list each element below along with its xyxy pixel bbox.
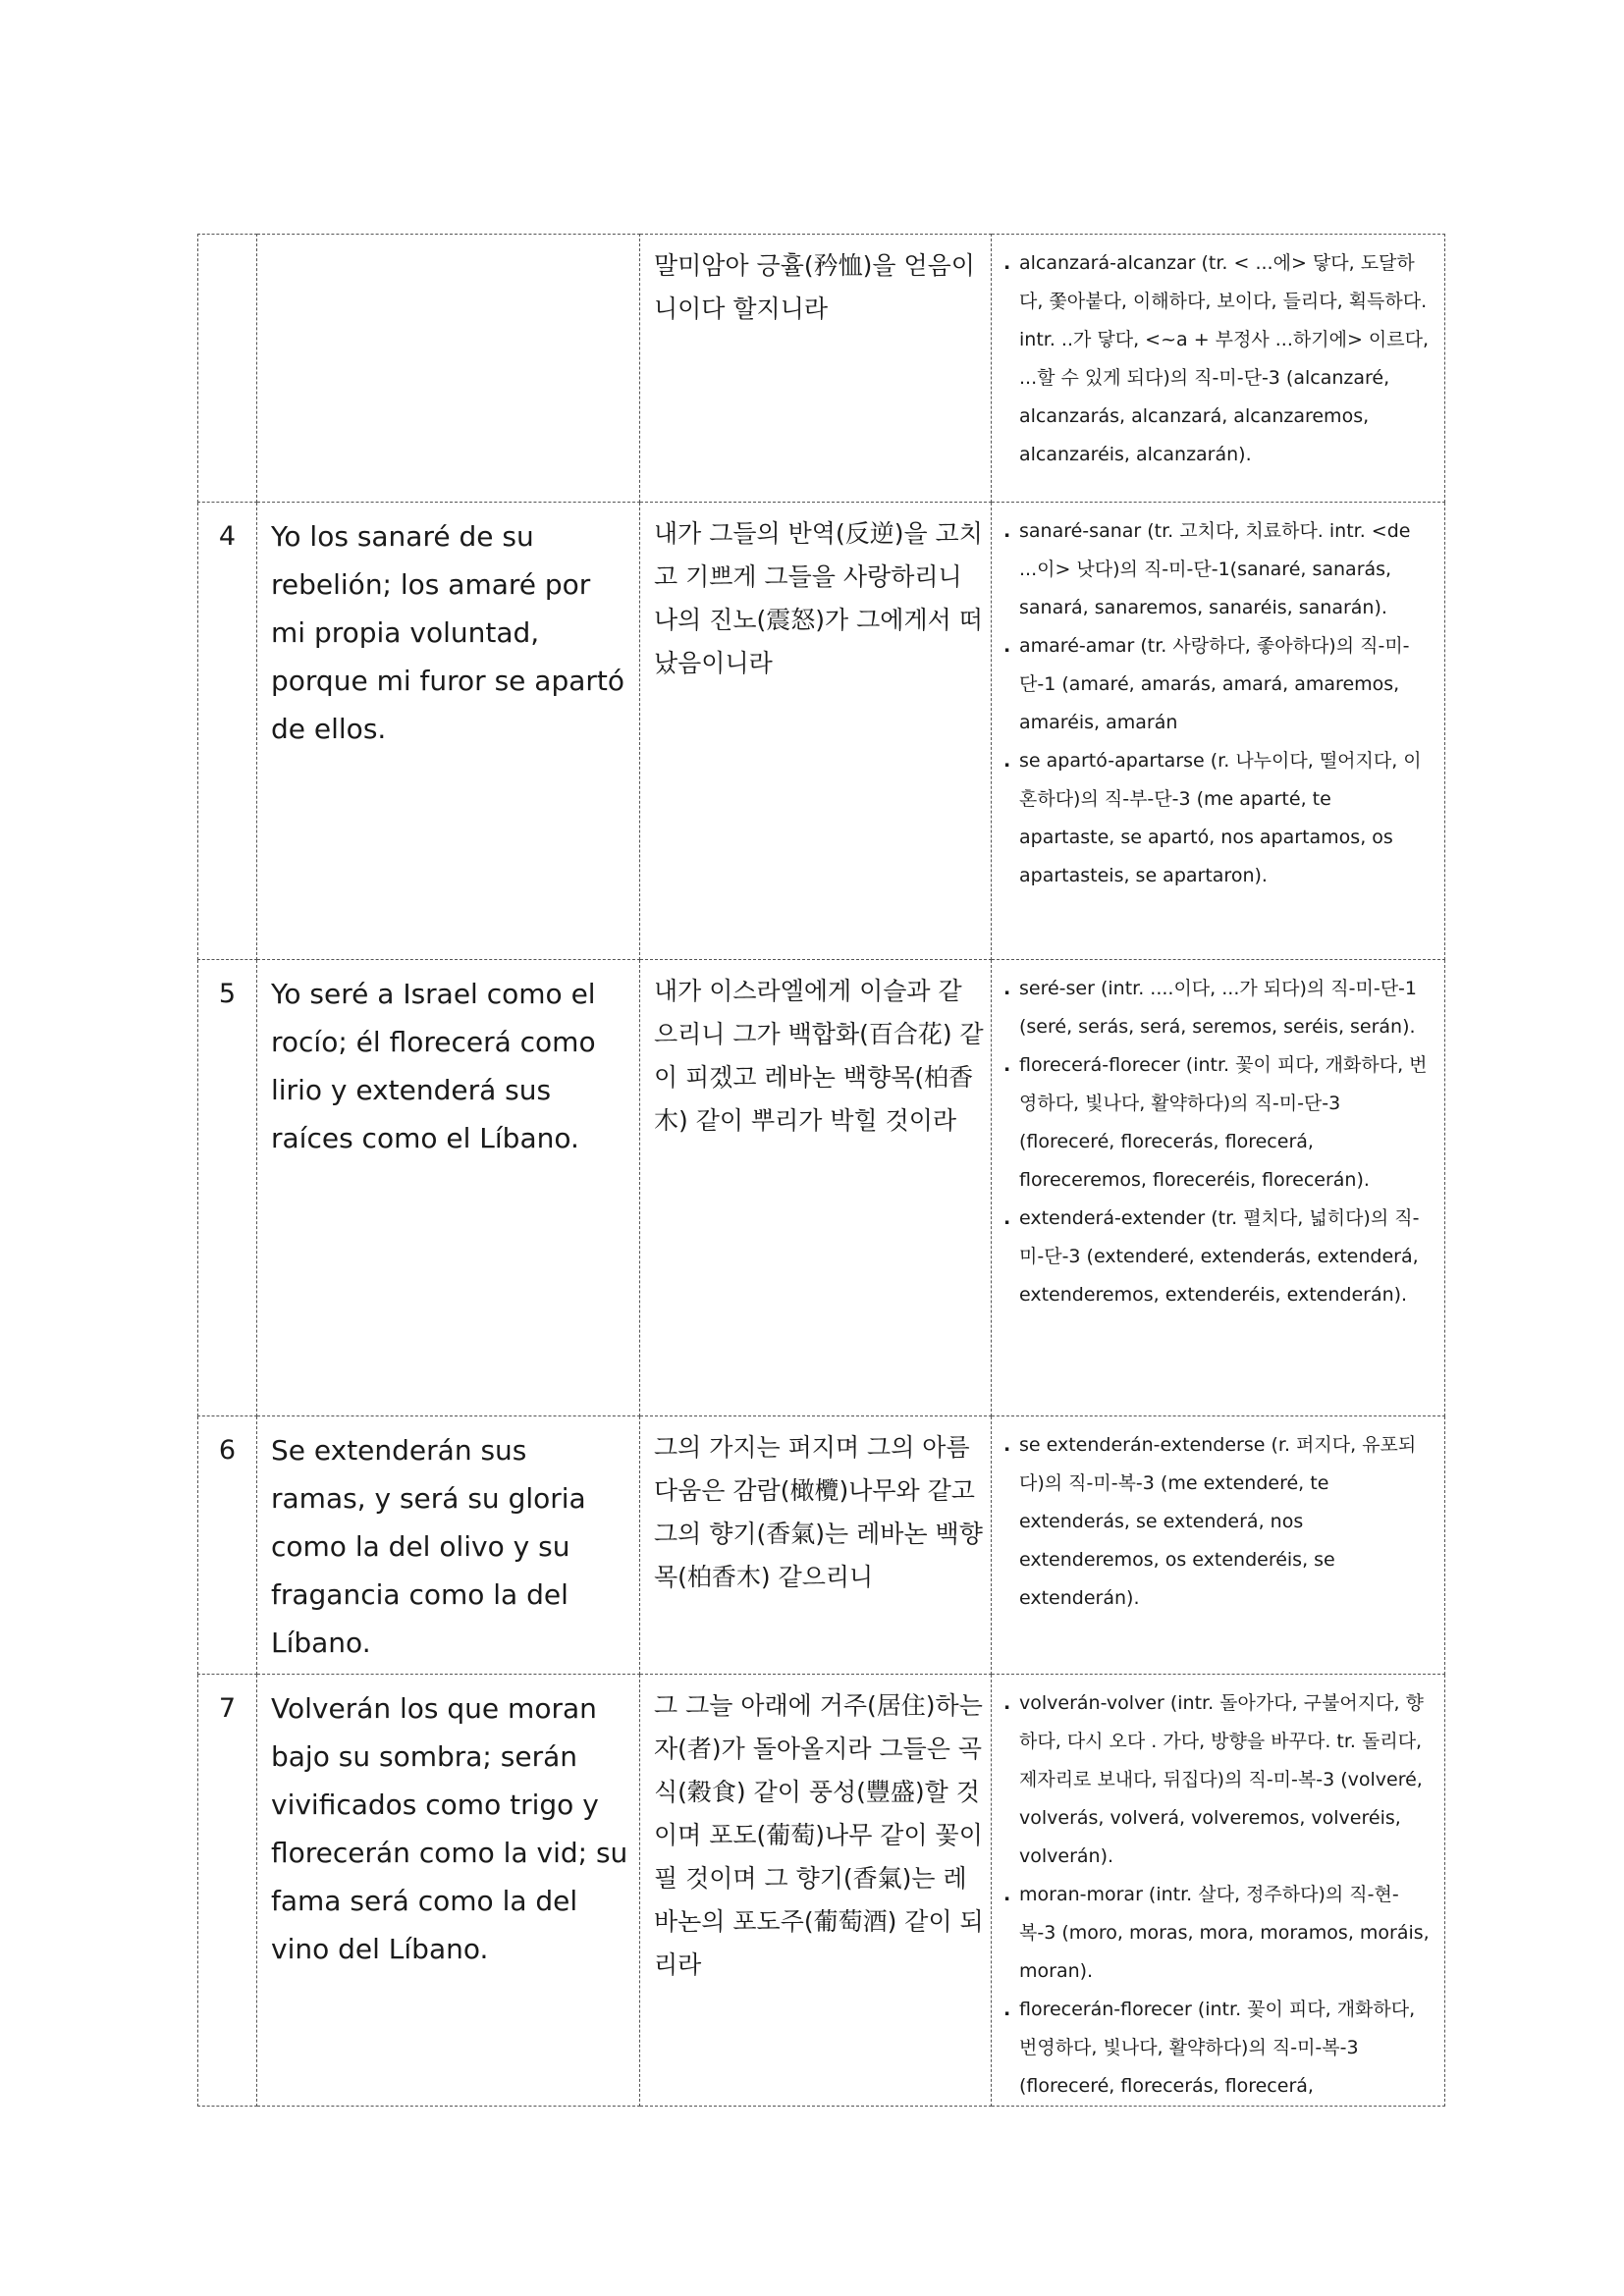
korean-text: 말미암아 긍휼(矜恤)을 얻음이니이다 할지니라	[640, 235, 992, 503]
grammar-note: . extenderá-extender (tr. 펼치다, 넓히다)의 직-미-단-3 (extenderé, extenderás, extenderá, extenderemos, extenderéis, extenderán).	[1003, 1207, 1420, 1306]
grammar-note: . florecerá-florecer (intr. 꽃이 피다, 개화하다, 번영하다, 빛나다, 활약하다)의 직-미-단-3 (floreceré, florecerás, florecerá, floreceremos, floreceréis, florecerán).	[1003, 1054, 1428, 1191]
verse-number: 7	[198, 1675, 257, 2107]
grammar-note: . se extenderán-extenderse (r. 퍼지다, 유포되다)의 직-미-복-3 (me extenderé, te extenderás, se extenderá, nos extenderemos, os extenderéis, se extenderán).	[1003, 1434, 1417, 1609]
verse-number: 5	[198, 960, 257, 1416]
korean-text: 그의 가지는 퍼지며 그의 아름다움은 감람(橄欖)나무와 같고 그의 향기(香氣)는 레바논 백향목(柏香木) 같으리니	[640, 1416, 992, 1675]
grammar-note-text: florecerá-florecer (intr. 꽃이 피다, 개화하다, 번영하다, 빛나다, 활약하다)의 직-미-단-3 (floreceré, florecerás, florecerá, floreceremos, floreceréis, florecerán).	[1019, 1054, 1428, 1191]
spanish-text: Volverán los que moran bajo su sombra; serán vivificados como trigo y florecerán como la vid; su fama será como la del vino del Líbano.	[257, 1675, 640, 2107]
grammar-notes	[992, 960, 1445, 1416]
grammar-note-text: seré-ser (intr. ....이다, ...가 되다)의 직-미-단-1 (seré, serás, será, seremos, seréis, serán).	[1019, 978, 1417, 1038]
grammar-note: . sanaré-sanar (tr. 고치다, 치료하다. intr. <de ...이> 낫다)의 직-미-단-1(sanaré, sanarás, sanará, sanaremos, sanaréis, sanarán).	[1003, 520, 1411, 618]
grammar-note-text: volverán-volver (intr. 돌아가다, 구불어지다, 향하다, 다시 오다 . 가다, 방향을 바꾸다. tr. 돌리다, 제자리로 보내다, 뒤집다)의 직-미-복-3 (volveré, volverás, volverá, volveremos, volveréis, volverán).	[1019, 1692, 1424, 1867]
spanish-text: Se extenderán sus ramas, y será su gloria como la del olivo y su fragancia como la del Líbano.	[257, 1416, 640, 1675]
verse-number: 4	[198, 503, 257, 960]
grammar-note-text: alcanzará-alcanzar (tr. < ...에> 닿다, 도달하다, 쫓아붙다, 이해하다, 보이다, 들리다, 획득하다. intr. ..가 닿다, <~a + 부정사 ...하기에> 이르다, ...할 수 있게 되다)의 직-미-단-3 (alcanzaré, alcanzarás, alcanzará, alcanzaremos, alcanzaréis, alcanzarán).	[1019, 252, 1430, 465]
table-row	[198, 235, 1445, 503]
grammar-note-text: extenderá-extender (tr. 펼치다, 넓히다)의 직-미-단-3 (extenderé, extenderás, extenderá, extenderemos, extenderéis, extenderán).	[1019, 1207, 1420, 1306]
grammar-note-text: se apartó-apartarse (r. 나누이다, 떨어지다, 이혼하다)의 직-부-단-3 (me aparté, te apartaste, se apartó, nos apartamos, os apartasteis, se apartaron).	[1019, 750, 1422, 886]
grammar-note: . moran-morar (intr. 살다, 정주하다)의 직-현-복-3 (moro, moras, mora, moramos, moráis, moran).	[1003, 1884, 1430, 1982]
spanish-text: Yo seré a Israel como el rocío; él florecerá como lirio y extenderá sus raíces como el Líbano.	[257, 960, 640, 1416]
grammar-note-text: amaré-amar (tr. 사랑하다, 좋아하다)의 직-미-단-1 (amaré, amarás, amará, amaremos, amaréis, amarán	[1019, 635, 1410, 733]
korean-text: 내가 그들의 반역(反逆)을 고치고 기쁘게 그들을 사랑하리니 나의 진노(震怒)가 그에게서 떠났음이니라	[640, 503, 992, 960]
table-row	[198, 503, 1445, 960]
grammar-note: . se apartó-apartarse (r. 나누이다, 떨어지다, 이혼하다)의 직-부-단-3 (me aparté, te apartaste, se apartó, nos apartamos, os apartasteis, se apartaron).	[1003, 750, 1422, 886]
grammar-notes	[992, 1675, 1445, 2107]
spanish-text: Yo los sanaré de su rebelión; los amaré por mi propia voluntad, porque mi furor se apartó de ellos.	[257, 503, 640, 960]
table-row	[198, 960, 1445, 1416]
grammar-note-text: moran-morar (intr. 살다, 정주하다)의 직-현-복-3 (moro, moras, mora, moramos, moráis, moran).	[1019, 1884, 1430, 1982]
grammar-note: . seré-ser (intr. ....이다, ...가 되다)의 직-미-단-1 (seré, serás, será, seremos, seréis, serán).	[1003, 978, 1417, 1038]
grammar-note: . alcanzará-alcanzar (tr. < ...에> 닿다, 도달하다, 쫓아붙다, 이해하다, 보이다, 들리다, 획득하다. intr. ..가 닿다, <~a + 부정사 ...하기에> 이르다, ...할 수 있게 되다)의 직-미-단-3 (alcanzaré, alcanzarás, alcanzará, alcanzaremos, alcanzaréis, alcanzarán).	[1003, 252, 1430, 465]
grammar-note-text: sanaré-sanar (tr. 고치다, 치료하다. intr. <de ...이> 낫다)의 직-미-단-1(sanaré, sanarás, sanará, sanaremos, sanaréis, sanarán).	[1019, 520, 1411, 618]
table-row	[198, 1416, 1445, 1675]
korean-text: 내가 이스라엘에게 이슬과 같으리니 그가 백합화(百合花) 같이 피겠고 레바논 백향목(柏香木) 같이 뿌리가 박힐 것이라	[640, 960, 992, 1416]
spanish-text	[257, 235, 640, 503]
grammar-notes	[992, 235, 1445, 503]
korean-text: 그 그늘 아래에 거주(居住)하는 자(者)가 돌아올지라 그들은 곡식(穀食) 같이 풍성(豐盛)할 것이며 포도(葡萄)나무 같이 꽃이 필 것이며 그 향기(香氣)는 레바논의 포도주(葡萄酒) 같이 되리라	[640, 1675, 992, 2107]
grammar-note-text: se extenderán-extenderse (r. 퍼지다, 유포되다)의 직-미-복-3 (me extenderé, te extenderás, se extenderá, nos extenderemos, os extenderéis, se extenderán).	[1019, 1434, 1417, 1609]
table-row	[198, 1675, 1445, 2107]
grammar-note-text: florecerán-florecer (intr. 꽃이 피다, 개화하다, 번영하다, 빛나다, 활약하다)의 직-미-복-3 (floreceré, florecerás, florecerá,	[1019, 1999, 1416, 2097]
grammar-note: . amaré-amar (tr. 사랑하다, 좋아하다)의 직-미-단-1 (amaré, amarás, amará, amaremos, amaréis, amarán	[1003, 635, 1410, 733]
verse-number	[198, 235, 257, 503]
grammar-note: . volverán-volver (intr. 돌아가다, 구불어지다, 향하다, 다시 오다 . 가다, 방향을 바꾸다. tr. 돌리다, 제자리로 보내다, 뒤집다)의 직-미-복-3 (volveré, volverás, volverá, volveremos, volveréis, volverán).	[1003, 1692, 1424, 1867]
grammar-note: . florecerán-florecer (intr. 꽃이 피다, 개화하다, 번영하다, 빛나다, 활약하다)의 직-미-복-3 (floreceré, florecerás, florecerá,	[1003, 1999, 1416, 2097]
grammar-notes	[992, 503, 1445, 960]
grammar-notes	[992, 1416, 1445, 1675]
verse-table	[197, 234, 1445, 2107]
verse-number: 6	[198, 1416, 257, 1675]
